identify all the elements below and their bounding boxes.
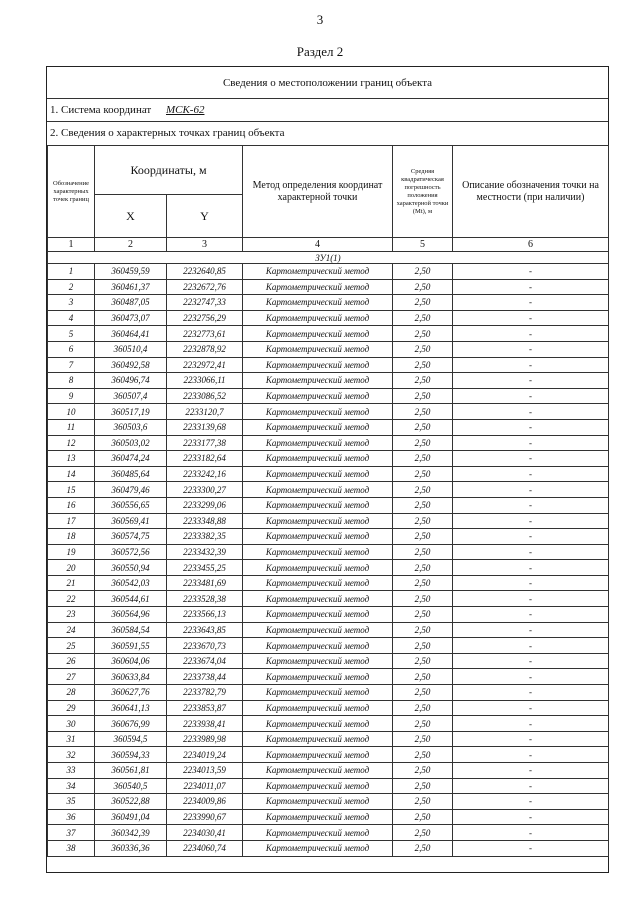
description-cell: - [453, 373, 609, 389]
accuracy-cell: 2,50 [393, 638, 453, 654]
description-cell: - [453, 529, 609, 545]
point-number-cell: 26 [48, 653, 95, 669]
points-heading: 2. Сведения о характерных точках границ объекта [50, 127, 285, 139]
y-coordinate-cell: 2233242,16 [167, 466, 243, 482]
table-row [48, 404, 609, 420]
y-coordinate-cell: 2232878,92 [167, 341, 243, 357]
table-row [48, 279, 609, 295]
description-cell: - [453, 778, 609, 794]
x-coordinate-cell: 360473,07 [95, 310, 167, 326]
header-method: Метод определения координат характерной точки [243, 146, 393, 238]
y-coordinate-cell: 2233182,64 [167, 451, 243, 467]
y-coordinate-cell: 2233938,41 [167, 716, 243, 732]
x-coordinate-cell: 360556,65 [95, 497, 167, 513]
table-row [48, 809, 609, 825]
point-number-cell: 20 [48, 560, 95, 576]
table-row [48, 560, 609, 576]
column-number: 6 [453, 238, 609, 252]
method-cell: Картометрический метод [243, 560, 393, 576]
divider [47, 98, 608, 99]
table-row [48, 419, 609, 435]
method-cell: Картометрический метод [243, 607, 393, 623]
description-cell: - [453, 341, 609, 357]
point-number-cell: 11 [48, 419, 95, 435]
point-number-cell: 5 [48, 326, 95, 342]
x-coordinate-cell: 360487,05 [95, 295, 167, 311]
point-number-cell: 38 [48, 840, 95, 856]
table-row [48, 778, 609, 794]
description-cell: - [453, 747, 609, 763]
table-row [48, 669, 609, 685]
table-title: Сведения о местоположении границ объекта [222, 77, 433, 89]
x-coordinate-cell: 360492,58 [95, 357, 167, 373]
y-coordinate-cell: 2233177,38 [167, 435, 243, 451]
point-number-cell: 15 [48, 482, 95, 498]
method-cell: Картометрический метод [243, 591, 393, 607]
description-cell: - [453, 466, 609, 482]
y-coordinate-cell: 2234009,86 [167, 794, 243, 810]
column-number: 5 [393, 238, 453, 252]
accuracy-cell: 2,50 [393, 341, 453, 357]
method-cell: Картометрический метод [243, 419, 393, 435]
header-point-id: Обозначение характерных точек границ [48, 146, 95, 238]
accuracy-cell: 2,50 [393, 763, 453, 779]
x-coordinate-cell: 360676,99 [95, 716, 167, 732]
accuracy-cell: 2,50 [393, 357, 453, 373]
point-number-cell: 4 [48, 310, 95, 326]
method-cell: Картометрический метод [243, 763, 393, 779]
point-number-cell: 13 [48, 451, 95, 467]
method-cell: Картометрический метод [243, 310, 393, 326]
y-coordinate-cell: 2232773,61 [167, 326, 243, 342]
table-row [48, 326, 609, 342]
x-coordinate-cell: 360604,06 [95, 653, 167, 669]
point-number-cell: 10 [48, 404, 95, 420]
point-number-cell: 30 [48, 716, 95, 732]
point-number-cell: 14 [48, 466, 95, 482]
accuracy-cell: 2,50 [393, 264, 453, 280]
point-number-cell: 35 [48, 794, 95, 810]
point-number-cell: 3 [48, 295, 95, 311]
point-number-cell: 7 [48, 357, 95, 373]
description-cell: - [453, 825, 609, 841]
point-number-cell: 8 [48, 373, 95, 389]
accuracy-cell: 2,50 [393, 466, 453, 482]
x-coordinate-cell: 360584,54 [95, 622, 167, 638]
table-row [48, 544, 609, 560]
accuracy-cell: 2,50 [393, 825, 453, 841]
x-coordinate-cell: 360496,74 [95, 373, 167, 389]
description-cell: - [453, 264, 609, 280]
description-cell: - [453, 497, 609, 513]
method-cell: Картометрический метод [243, 685, 393, 701]
point-number-cell: 31 [48, 731, 95, 747]
x-coordinate-cell: 360569,41 [95, 513, 167, 529]
table-row [48, 622, 609, 638]
accuracy-cell: 2,50 [393, 607, 453, 623]
table-row [48, 435, 609, 451]
y-coordinate-cell: 2234060,74 [167, 840, 243, 856]
x-coordinate-cell: 360544,61 [95, 591, 167, 607]
method-cell: Картометрический метод [243, 716, 393, 732]
table-row [48, 731, 609, 747]
method-cell: Картометрический метод [243, 747, 393, 763]
table-row [48, 607, 609, 623]
x-coordinate-cell: 360641,13 [95, 700, 167, 716]
point-number-cell: 32 [48, 747, 95, 763]
column-number: 4 [243, 238, 393, 252]
method-cell: Картометрический метод [243, 388, 393, 404]
accuracy-cell: 2,50 [393, 716, 453, 732]
table-row [48, 840, 609, 856]
x-coordinate-cell: 360461,37 [95, 279, 167, 295]
x-coordinate-cell: 360474,24 [95, 451, 167, 467]
x-coordinate-cell: 360522,88 [95, 794, 167, 810]
table-row [48, 591, 609, 607]
y-coordinate-cell: 2233139,68 [167, 419, 243, 435]
y-coordinate-cell: 2233989,98 [167, 731, 243, 747]
x-coordinate-cell: 360491,04 [95, 809, 167, 825]
point-number-cell: 19 [48, 544, 95, 560]
accuracy-cell: 2,50 [393, 622, 453, 638]
method-cell: Картометрический метод [243, 653, 393, 669]
accuracy-cell: 2,50 [393, 388, 453, 404]
accuracy-cell: 2,50 [393, 544, 453, 560]
table-row [48, 529, 609, 545]
description-cell: - [453, 840, 609, 856]
x-coordinate-cell: 360591,55 [95, 638, 167, 654]
x-coordinate-cell: 360459,59 [95, 264, 167, 280]
method-cell: Картометрический метод [243, 840, 393, 856]
table-row [48, 357, 609, 373]
y-coordinate-cell: 2233990,67 [167, 809, 243, 825]
coordinate-system-row [47, 104, 608, 116]
y-coordinate-cell: 2234019,24 [167, 747, 243, 763]
method-cell: Картометрический метод [243, 482, 393, 498]
accuracy-cell: 2,50 [393, 451, 453, 467]
y-coordinate-cell: 2233853,87 [167, 700, 243, 716]
point-number-cell: 36 [48, 809, 95, 825]
description-cell: - [453, 638, 609, 654]
table-row [48, 700, 609, 716]
description-cell: - [453, 794, 609, 810]
table-row [48, 295, 609, 311]
method-cell: Картометрический метод [243, 264, 393, 280]
header-accuracy: Средняя квадратическая погрешность положения характерной точки (Mt), м [393, 146, 453, 238]
accuracy-cell: 2,50 [393, 591, 453, 607]
point-number-cell: 9 [48, 388, 95, 404]
method-cell: Картометрический метод [243, 544, 393, 560]
description-cell: - [453, 700, 609, 716]
x-coordinate-cell: 360561,81 [95, 763, 167, 779]
table-row [48, 264, 609, 280]
column-number: 3 [167, 238, 243, 252]
table-row [48, 513, 609, 529]
method-cell: Картометрический метод [243, 825, 393, 841]
y-coordinate-cell: 2232747,33 [167, 295, 243, 311]
y-coordinate-cell: 2233566,13 [167, 607, 243, 623]
y-coordinate-cell: 2233066,11 [167, 373, 243, 389]
header-coordinates: Координаты, м [95, 146, 243, 195]
table-row [48, 373, 609, 389]
description-cell: - [453, 482, 609, 498]
x-coordinate-cell: 360464,41 [95, 326, 167, 342]
x-coordinate-cell: 360503,02 [95, 435, 167, 451]
x-coordinate-cell: 360485,64 [95, 466, 167, 482]
y-coordinate-cell: 2233382,35 [167, 529, 243, 545]
description-cell: - [453, 388, 609, 404]
description-cell: - [453, 731, 609, 747]
description-cell: - [453, 544, 609, 560]
accuracy-cell: 2,50 [393, 575, 453, 591]
accuracy-cell: 2,50 [393, 529, 453, 545]
method-cell: Картометрический метод [243, 466, 393, 482]
table-row [48, 638, 609, 654]
table-row [48, 451, 609, 467]
x-coordinate-cell: 360594,33 [95, 747, 167, 763]
description-cell: - [453, 451, 609, 467]
x-coordinate-cell: 360479,46 [95, 482, 167, 498]
accuracy-cell: 2,50 [393, 809, 453, 825]
y-coordinate-cell: 2233300,27 [167, 482, 243, 498]
x-coordinate-cell: 360574,75 [95, 529, 167, 545]
column-number: 2 [95, 238, 167, 252]
y-coordinate-cell: 2233432,39 [167, 544, 243, 560]
accuracy-cell: 2,50 [393, 778, 453, 794]
point-number-cell: 29 [48, 700, 95, 716]
accuracy-cell: 2,50 [393, 404, 453, 420]
point-number-cell: 37 [48, 825, 95, 841]
y-coordinate-cell: 2233120,7 [167, 404, 243, 420]
table-row [48, 341, 609, 357]
method-cell: Картометрический метод [243, 731, 393, 747]
description-cell: - [453, 716, 609, 732]
page-number: 3 [316, 12, 324, 27]
parcel-group-label: ЗУ1(1) [48, 252, 609, 264]
accuracy-cell: 2,50 [393, 560, 453, 576]
table-row [48, 653, 609, 669]
point-number-cell: 23 [48, 607, 95, 623]
method-cell: Картометрический метод [243, 575, 393, 591]
accuracy-cell: 2,50 [393, 700, 453, 716]
point-number-cell: 27 [48, 669, 95, 685]
accuracy-cell: 2,50 [393, 497, 453, 513]
point-number-cell: 34 [48, 778, 95, 794]
y-coordinate-cell: 2233674,04 [167, 653, 243, 669]
x-coordinate-cell: 360550,94 [95, 560, 167, 576]
x-coordinate-cell: 360336,36 [95, 840, 167, 856]
y-coordinate-cell: 2232640,85 [167, 264, 243, 280]
x-coordinate-cell: 360542,03 [95, 575, 167, 591]
accuracy-cell: 2,50 [393, 310, 453, 326]
x-coordinate-cell: 360517,19 [95, 404, 167, 420]
table-row [48, 310, 609, 326]
x-coordinate-cell: 360507,4 [95, 388, 167, 404]
point-number-cell: 17 [48, 513, 95, 529]
description-cell: - [453, 513, 609, 529]
table-row [48, 685, 609, 701]
description-cell: - [453, 607, 609, 623]
point-number-cell: 2 [48, 279, 95, 295]
y-coordinate-cell: 2233782,79 [167, 685, 243, 701]
method-cell: Картометрический метод [243, 638, 393, 654]
accuracy-cell: 2,50 [393, 513, 453, 529]
y-coordinate-cell: 2234011,07 [167, 778, 243, 794]
y-coordinate-cell: 2233455,25 [167, 560, 243, 576]
accuracy-cell: 2,50 [393, 435, 453, 451]
point-number-cell: 24 [48, 622, 95, 638]
x-coordinate-cell: 360572,56 [95, 544, 167, 560]
boundary-table-frame [46, 66, 609, 873]
description-cell: - [453, 560, 609, 576]
method-cell: Картометрический метод [243, 794, 393, 810]
table-row [48, 575, 609, 591]
coordinate-system-label: 1. Система координат [50, 104, 152, 116]
description-cell: - [453, 279, 609, 295]
accuracy-cell: 2,50 [393, 685, 453, 701]
description-cell: - [453, 622, 609, 638]
y-coordinate-cell: 2232972,41 [167, 357, 243, 373]
x-coordinate-cell: 360594,5 [95, 731, 167, 747]
point-number-cell: 28 [48, 685, 95, 701]
point-number-cell: 12 [48, 435, 95, 451]
table-row [48, 716, 609, 732]
method-cell: Картометрический метод [243, 809, 393, 825]
accuracy-cell: 2,50 [393, 731, 453, 747]
table-row [48, 466, 609, 482]
point-number-cell: 25 [48, 638, 95, 654]
description-cell: - [453, 809, 609, 825]
point-number-cell: 33 [48, 763, 95, 779]
table-row [48, 482, 609, 498]
y-coordinate-cell: 2232756,29 [167, 310, 243, 326]
method-cell: Картометрический метод [243, 295, 393, 311]
accuracy-cell: 2,50 [393, 295, 453, 311]
method-cell: Картометрический метод [243, 341, 393, 357]
method-cell: Картометрический метод [243, 622, 393, 638]
header-y: Y [167, 195, 243, 238]
method-cell: Картометрический метод [243, 778, 393, 794]
method-cell: Картометрический метод [243, 373, 393, 389]
description-cell: - [453, 419, 609, 435]
y-coordinate-cell: 2233670,73 [167, 638, 243, 654]
description-cell: - [453, 326, 609, 342]
y-coordinate-cell: 2233481,69 [167, 575, 243, 591]
method-cell: Картометрический метод [243, 513, 393, 529]
description-cell: - [453, 669, 609, 685]
method-cell: Картометрический метод [243, 326, 393, 342]
coordinate-system-value: МСК-62 [165, 104, 205, 116]
accuracy-cell: 2,50 [393, 482, 453, 498]
column-number: 1 [48, 238, 95, 252]
description-cell: - [453, 591, 609, 607]
y-coordinate-cell: 2234013,59 [167, 763, 243, 779]
x-coordinate-cell: 360503,6 [95, 419, 167, 435]
x-coordinate-cell: 360564,96 [95, 607, 167, 623]
description-cell: - [453, 295, 609, 311]
description-cell: - [453, 763, 609, 779]
header-x: X [95, 195, 167, 238]
table-row [48, 763, 609, 779]
table-row [48, 825, 609, 841]
y-coordinate-cell: 2233348,88 [167, 513, 243, 529]
section-title: Раздел 2 [296, 44, 344, 59]
description-cell: - [453, 310, 609, 326]
table-row [48, 388, 609, 404]
points-table [47, 145, 609, 857]
accuracy-cell: 2,50 [393, 840, 453, 856]
method-cell: Картометрический метод [243, 529, 393, 545]
accuracy-cell: 2,50 [393, 279, 453, 295]
x-coordinate-cell: 360540,5 [95, 778, 167, 794]
y-coordinate-cell: 2233643,85 [167, 622, 243, 638]
description-cell: - [453, 357, 609, 373]
method-cell: Картометрический метод [243, 357, 393, 373]
y-coordinate-cell: 2233528,38 [167, 591, 243, 607]
description-cell: - [453, 404, 609, 420]
y-coordinate-cell: 2233738,44 [167, 669, 243, 685]
table-row [48, 747, 609, 763]
point-number-cell: 18 [48, 529, 95, 545]
point-number-cell: 1 [48, 264, 95, 280]
accuracy-cell: 2,50 [393, 794, 453, 810]
point-number-cell: 21 [48, 575, 95, 591]
y-coordinate-cell: 2234030,41 [167, 825, 243, 841]
y-coordinate-cell: 2233299,06 [167, 497, 243, 513]
divider [47, 121, 608, 122]
accuracy-cell: 2,50 [393, 653, 453, 669]
y-coordinate-cell: 2233086,52 [167, 388, 243, 404]
accuracy-cell: 2,50 [393, 373, 453, 389]
method-cell: Картометрический метод [243, 404, 393, 420]
accuracy-cell: 2,50 [393, 326, 453, 342]
method-cell: Картометрический метод [243, 700, 393, 716]
method-cell: Картометрический метод [243, 497, 393, 513]
description-cell: - [453, 575, 609, 591]
x-coordinate-cell: 360342,39 [95, 825, 167, 841]
method-cell: Картометрический метод [243, 669, 393, 685]
point-number-cell: 6 [48, 341, 95, 357]
table-row [48, 794, 609, 810]
point-number-cell: 22 [48, 591, 95, 607]
x-coordinate-cell: 360633,84 [95, 669, 167, 685]
method-cell: Картометрический метод [243, 451, 393, 467]
method-cell: Картометрический метод [243, 435, 393, 451]
accuracy-cell: 2,50 [393, 669, 453, 685]
description-cell: - [453, 653, 609, 669]
accuracy-cell: 2,50 [393, 419, 453, 435]
header-description: Описание обозначения точки на местности (при наличии) [453, 146, 609, 238]
x-coordinate-cell: 360627,76 [95, 685, 167, 701]
description-cell: - [453, 435, 609, 451]
y-coordinate-cell: 2232672,76 [167, 279, 243, 295]
table-row [48, 497, 609, 513]
point-number-cell: 16 [48, 497, 95, 513]
method-cell: Картометрический метод [243, 279, 393, 295]
x-coordinate-cell: 360510,4 [95, 341, 167, 357]
accuracy-cell: 2,50 [393, 747, 453, 763]
points-table-body [48, 264, 609, 857]
description-cell: - [453, 685, 609, 701]
